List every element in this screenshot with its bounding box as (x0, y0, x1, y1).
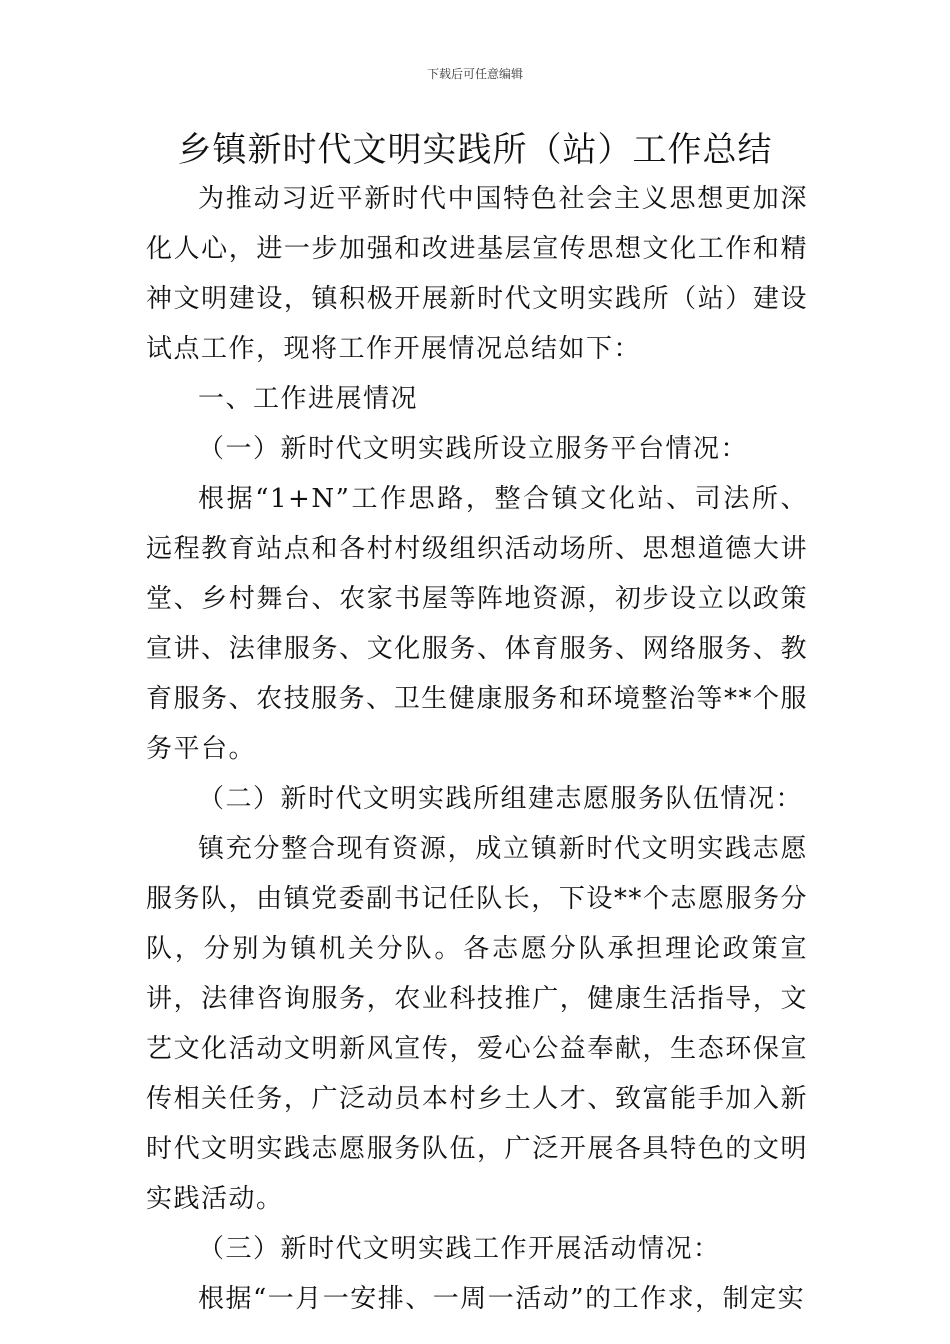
body-paragraph-1: 根据“1+N”工作思路，整合镇文化站、司法所、远程教育站点和各村村级组织活动场所、思想道德大讲堂、乡村舞台、农家书屋等阵地资源，初步设立以政策宣讲、法律服务、文化服务、体育服务、网络服务、教育服务、农技服务、卫生健康服务和环境整治等**个服务平台。 (146, 484, 808, 764)
section-heading-1: 一、工作进展情况 (198, 384, 419, 414)
header-note: 下载后可任意编辑 (426, 67, 523, 81)
subsection-heading-1: （一）新时代文明实践所设立服务平台情况： (198, 434, 749, 464)
body-paragraph-3: 根据“一月一安排、一周一活动”的工作求，制定实 (198, 1284, 806, 1314)
body-paragraph-2: 镇充分整合现有资源，成立镇新时代文明实践志愿服务队，由镇党委副书记任队长，下设**个志愿服务分队，分别为镇机关分队。各志愿分队承担理论政策宣讲，法律咨询服务，农业科技推广，健康生活指导，文艺文化活动文明新风宣传，爱心公益奉献，生态环保宣传相关任务，广泛动员本村乡土人才、致富能手加入新时代文明实践志愿服务队伍，广泛开展各具特色的文明实践活动。 (146, 834, 808, 1214)
subsection-heading-2: （二）新时代文明实践所组建志愿服务队伍情况： (198, 784, 804, 814)
subsection-heading-3: （三）新时代文明实践工作开展活动情况： (198, 1234, 721, 1264)
document-title: 乡镇新时代文明实践所（站）工作总结 (177, 130, 773, 170)
intro-paragraph: 为推动习近平新时代中国特色社会主义思想更加深化人心，进一步加强和改进基层宣传思想文化工作和精神文明建设，镇积极开展新时代文明实践所（站）建设试点工作，现将工作开展情况总结如下： (146, 184, 808, 364)
document-body (146, 174, 808, 1324)
